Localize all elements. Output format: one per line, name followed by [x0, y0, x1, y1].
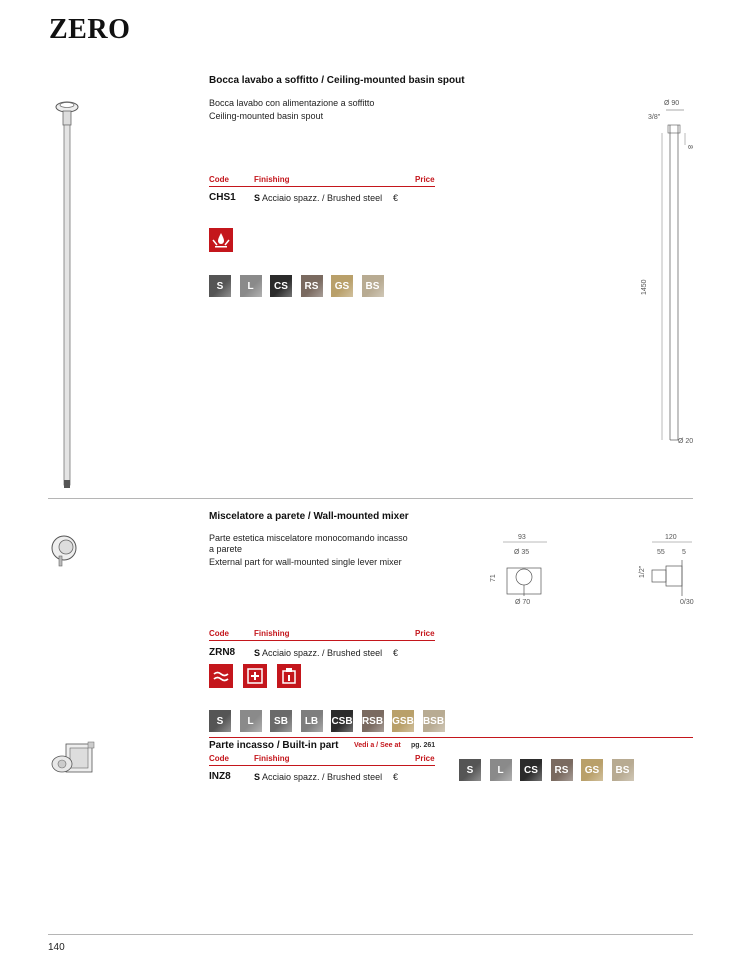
product3-title: Parte incasso / Built-in part: [209, 740, 339, 751]
product2-code: ZRN8: [209, 647, 236, 658]
product2-tech-side: [630, 530, 700, 610]
product2-swatch-s: S: [209, 710, 231, 732]
product3-page-ref: pg. 261: [411, 742, 436, 749]
dim-side-w: 120: [665, 534, 677, 541]
product3-top-rule: [209, 737, 693, 738]
product2-col-code: Code: [209, 629, 229, 638]
product1-col-code: Code: [209, 175, 229, 184]
product1-price-currency: €: [393, 193, 399, 203]
product1-finishing: S Acciaio spazz. / Brushed steel: [254, 193, 383, 203]
dim-front-w: 93: [518, 534, 526, 541]
product2-desc-it-1: Parte estetica miscelatore monocomando incasso: [209, 533, 408, 543]
dim-side-thread: 1/2": [639, 565, 646, 578]
brand-logo: ZERO: [49, 14, 131, 45]
water-drop-hands-icon: [209, 228, 233, 252]
product2-swatch-gsb: GSB: [392, 710, 414, 732]
product2-price-currency: €: [393, 648, 399, 658]
product2-col-finishing: Finishing: [254, 629, 290, 638]
product1-swatch-bs: BS: [362, 275, 384, 297]
product3-swatch-bs: BS: [612, 759, 634, 781]
dim-d-bottom: Ø 20: [678, 438, 694, 445]
product3-table-rule: [209, 765, 435, 766]
product2-col-price: Price: [415, 629, 435, 638]
product1-spout-image: [48, 95, 88, 495]
footer-rule: [48, 934, 693, 935]
product1-table-rule: [209, 186, 435, 187]
dim-front-d-inner: Ø 35: [514, 549, 530, 556]
dim-h-small: 8: [686, 145, 693, 149]
product1-desc-it: Bocca lavabo con alimentazione a soffitto: [209, 98, 375, 108]
product2-mixer-image: [48, 530, 84, 570]
product2-table-rule: [209, 640, 435, 641]
product3-price-currency: €: [393, 772, 399, 782]
dim-side-range: 0/30: [680, 599, 694, 606]
product1-desc-en: Ceiling-mounted basin spout: [209, 111, 324, 121]
product2-swatch-sb: SB: [270, 710, 292, 732]
product2-swatch-csb: CSB: [331, 710, 353, 732]
product3-builtin-image: [48, 738, 98, 780]
product1-title: Bocca lavabo a soffitto / Ceiling-mounted basin spout: [209, 75, 465, 86]
product1-tech-drawing: [640, 95, 700, 455]
thermostatic-plus-icon: [243, 664, 267, 688]
product3-col-price: Price: [415, 754, 435, 763]
product3-swatch-l: L: [490, 759, 512, 781]
product3-swatch-s: S: [459, 759, 481, 781]
product1-swatch-rs: RS: [301, 275, 323, 297]
product3-swatch-gs: GS: [581, 759, 603, 781]
product1-swatch-s: S: [209, 275, 231, 297]
product3-col-code: Code: [209, 754, 229, 763]
product1-swatch-gs: GS: [331, 275, 353, 297]
product2-swatch-bsb: BSB: [423, 710, 445, 732]
product1-swatch-cs: CS: [270, 275, 292, 297]
product3-finishing: S Acciaio spazz. / Brushed steel: [254, 772, 383, 782]
product2-finishing: S Acciaio spazz. / Brushed steel: [254, 648, 383, 658]
dim-side-a: 55: [657, 549, 665, 556]
product2-swatch-rsb: RSB: [362, 710, 384, 732]
product1-col-finishing: Finishing: [254, 175, 290, 184]
product2-swatch-l: L: [240, 710, 262, 732]
product2-swatch-lb: LB: [301, 710, 323, 732]
product1-col-price: Price: [415, 175, 435, 184]
page-number: 140: [48, 942, 65, 953]
product1-code: CHS1: [209, 192, 236, 203]
dim-d-top: Ø 90: [664, 100, 680, 107]
product3-see-at: Vedi a / See at: [354, 742, 401, 749]
product2-desc-en: External part for wall-mounted single lever mixer: [209, 557, 402, 567]
product1-swatch-l: L: [240, 275, 262, 297]
section-divider: [48, 498, 693, 499]
dim-thread: 3/8": [648, 114, 661, 121]
dim-side-b: 5: [682, 549, 686, 556]
product2-title: Miscelatore a parete / Wall-mounted mixer: [209, 511, 409, 522]
dim-front-d-outer: Ø 70: [515, 599, 531, 606]
product3-swatch-rs: RS: [551, 759, 573, 781]
mixer-cartridge-icon: [277, 664, 301, 688]
product2-tech-front: [485, 530, 565, 610]
product3-code: INZ8: [209, 771, 231, 782]
dim-length: 1450: [641, 279, 648, 295]
dim-front-h: 71: [490, 574, 497, 582]
product2-desc-it-2: a parete: [209, 544, 243, 554]
product3-col-finishing: Finishing: [254, 754, 290, 763]
flow-waves-icon: [209, 664, 233, 688]
product3-swatch-cs: CS: [520, 759, 542, 781]
